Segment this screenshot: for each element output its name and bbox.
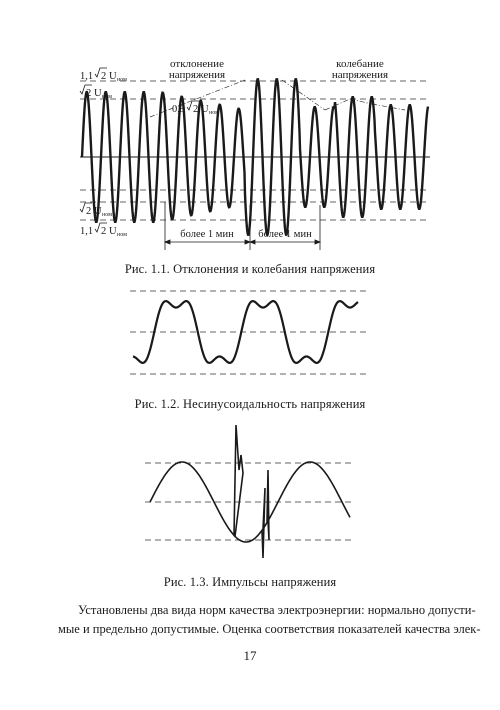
paragraph-line-2: мые и предельно допустимые. Оценка соответствия показателей качества элек- (58, 622, 481, 636)
waveform-3 (150, 425, 350, 558)
paragraph-line-1: Установлены два вида норм качества электроэнергии: нормально допусти- (78, 603, 476, 617)
label-deviation-2: напряжения (168, 69, 226, 81)
svg-text:ном: ном (117, 232, 127, 238)
svg-text:ном: ном (102, 94, 112, 100)
caption-fig-1-1: Рис. 1.1. Отклонения и колебания напряжения (124, 262, 376, 276)
figure-nonsinusoidal (130, 291, 370, 374)
svg-text:ном: ном (102, 212, 112, 218)
label-1-1-sqrt2-unom-bottom (80, 223, 127, 238)
svg-text:U: U (109, 71, 117, 82)
svg-text:ном: ном (209, 110, 219, 116)
svg-text:U: U (109, 226, 117, 237)
caption-fig-1-2: Рис. 1.2. Несинусоидальность напряжения (134, 397, 366, 411)
label-duration-1: более 1 мин (180, 229, 234, 240)
svg-text:2: 2 (86, 206, 92, 217)
svg-text:1,1: 1,1 (80, 226, 94, 237)
svg-text:2: 2 (86, 88, 92, 99)
duration-markers (165, 202, 320, 250)
svg-text:ном: ном (117, 77, 127, 83)
caption-fig-1-3: Рис. 1.3. Импульсы напряжения (163, 575, 337, 589)
label-deviation-1: отклонение (170, 58, 224, 70)
svg-text:2: 2 (101, 226, 107, 237)
page-number: 17 (243, 648, 257, 663)
svg-text:2: 2 (101, 71, 107, 82)
svg-text:U: U (201, 104, 209, 115)
svg-text:U: U (94, 88, 102, 99)
svg-text:2: 2 (193, 104, 199, 115)
label-fluctuation-1: колебание (336, 58, 384, 70)
label-fluctuation-2: напряжения (331, 69, 389, 81)
svg-text:1,1: 1,1 (80, 71, 94, 82)
svg-text:0,9: 0,9 (172, 104, 186, 115)
label-duration-2: более 1 мин (258, 229, 312, 240)
svg-text:U: U (94, 206, 102, 217)
figure-impulses (145, 425, 355, 558)
body-paragraph (58, 601, 481, 639)
